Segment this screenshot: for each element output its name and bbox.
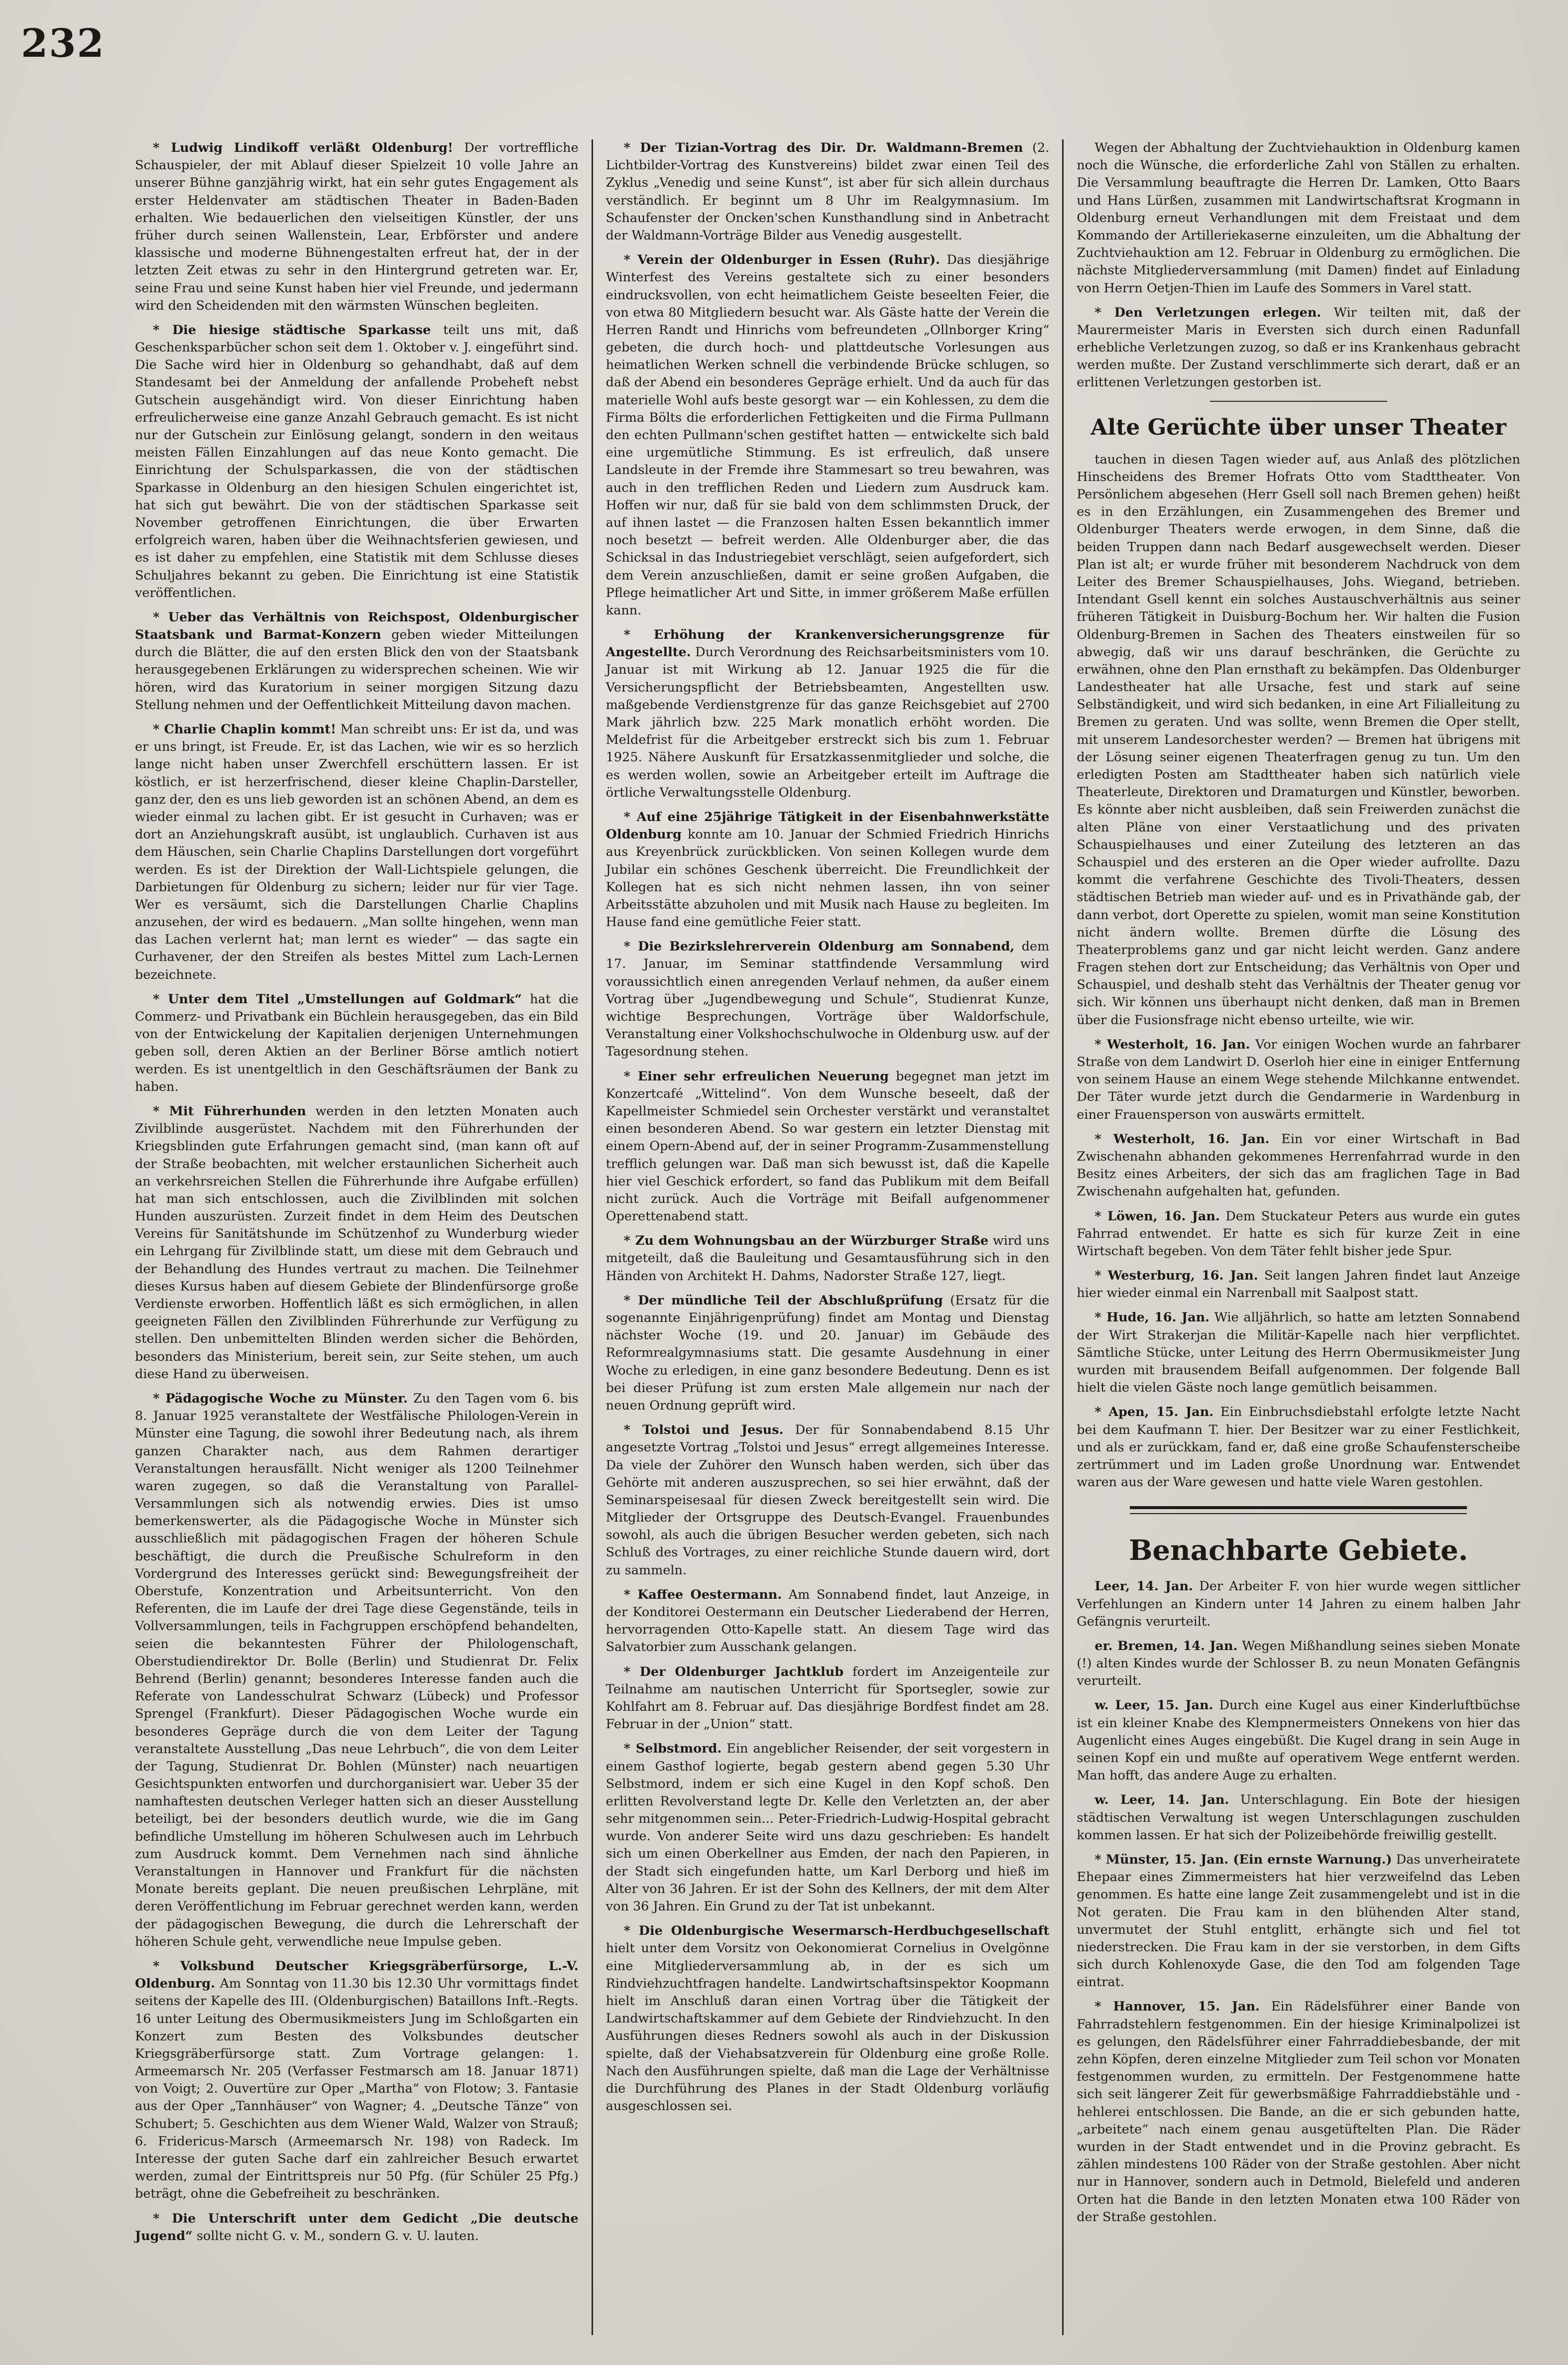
article-text: Vor einigen Wochen wurde an fahrbarer Straße von dem Landwirt D. Oserloh hier eine in einiger Entfernung von seinem Hause an einem Wege stehende Milchkanne entwendet. Der Täter wurde jetzt durch die Gendarmerie in Wardenburg in einer Frauensperson von auswärts ermittelt.: [1077, 1037, 1521, 1122]
columns: [122, 139, 1533, 2335]
article: [606, 139, 1050, 244]
article-text: wird uns mitgeteilt, daß die Bauleitung und Gesamtausführung sich in den Händen von Architekt H. Dahms, Nadorster Straße 127, liegt.: [605, 1233, 1050, 1284]
article-lead: * Selbstmord.: [623, 1741, 722, 1757]
article: [135, 139, 579, 315]
article-text: werden in den letzten Monaten auch Zivilblinde ausgerüstet. Nachdem mit den Führerhunden der Kriegsblinden gute Erfahrungen gemacht sind, (man kann oft auf der Straße beobachten, mit welcher erstaunlichen Sicherheit auch an verkehrsreichen Stellen die Führerhunde ihre Aufgabe erfüllen) hat man sich entschlossen, auch die Zivilblinden mit solchen Hunden auszurüsten. Zurzeit findet in dem Heim des Deutschen Vereins für Sanitätshunde im Schützenhof zu Wunderburg wieder ein Lehrgang für Zivilblinde statt, um diese mit dem Gebrauch und der Behandlung des Hundes vertraut zu machen. Die Teilnehmer dieses Kursus haben auf diesem Gebiete der Blindenfürsorge große Verdienste erworben. Hoffentlich läßt es sich ermöglichen, in allen geeigneten Fällen den Zivilblinden Führerhunde zur Verfügung zu stellen. Den unbemittelten Blinden werden sicher die Behörden, besonders das Ministerium, bereit sein, zur Seite stehen, um auch diese Hand zu überweisen.: [135, 1103, 579, 1382]
article-lead: * Die hiesige städtische Sparkasse: [153, 322, 431, 338]
article: [1077, 451, 1520, 1029]
article-lead: * Volksbund Deutscher Kriegsgräberfürsorge, L.-V. Oldenburg.: [135, 1958, 579, 1992]
article-lead: * Ueber das Verhältnis von Reichspost, Oldenburgischer Staatsbank und Barmat-Konzern: [135, 609, 579, 643]
article: [1077, 1697, 1520, 1784]
article-text: begegnet man jetzt im Konzertcafé „Wittelind“. Von dem Wunsche beseelt, daß der Kapellmeister Schmiedel sein Orchester verstärkt und veranstaltet einen besonderen Abend. So war gestern ein letzter Dienstag mit einem Opern-Abend auf, der in seiner Programm-Zusammenstellung trefflich gelungen war. Daß man sich bewusst ist, daß die Kapelle hier viel Geschick erfordert, so fand das Publikum mit dem Beifall nicht zurück. Auch die Vorträge mit Beifall aufgenommener Operettenabend statt.: [605, 1068, 1050, 1224]
article-text: fordert im Anzeigenteile zur Teilnahme am nautischen Unterricht für Sportsegler, sowie zur Kohlfahrt am 8. Februar auf. Das diesjährige Bordfest findet am 28. Februar in der „Union“ statt.: [605, 1664, 1050, 1732]
article-text: sollte nicht G. v. M., sondern G. v. U. lauten.: [196, 2228, 479, 2244]
article-text: (2. Lichtbilder-Vortrag des Kunstvereins) bildet zwar einen Teil des Zyklus „Venedig und seine Kunst“, ist aber für sich allein durchaus verständlich. Er beginnt um 8 Uhr im Realgymnasium. Im Schaufenster der Oncken'schen Kunsthandlung sind in Anbetracht der Waldmann-Vorträge Bilder aus Venedig ausgestellt.: [605, 140, 1050, 243]
article-lead: * Die Bezirkslehrerverein Oldenburg am Sonnabend,: [623, 939, 1015, 954]
article: [135, 991, 579, 1096]
article: [1077, 1851, 1520, 1992]
section-rule: [1130, 1506, 1467, 1509]
article: [606, 1292, 1050, 1415]
article-lead: w. Leer, 15. Jan.: [1094, 1698, 1213, 1713]
article: [606, 1663, 1050, 1734]
article: [135, 721, 579, 984]
article-lead: * Die Oldenburgische Wesermarsch-Herdbuchgesellschaft: [623, 1923, 1050, 1939]
article-text: Ein angeblicher Reisender, der seit vorgestern in einem Gasthof logierte, begab gestern abend gegen 5.30 Uhr Selbstmord, indem er sich eine Kugel in den Kopf schoß. Den erlitten Revolverstand legte Dr. Kelle den Verletzten an, der aber sehr mitgenommen sein... Peter-Friedrich-Ludwig-Hospital gebracht wurde. Von anderer Seite wird uns dazu geschrieben: Es handelt sich um einen Oberkellner aus Emden, der nach den Papieren, in der Stadt sich eingefunden hatte, um Karl Derborg und hieß im Alter von 36 Jahren. Er ist der Sohn des Kellners, der mit dem Alter von 36 Jahren. Ein Grund zu der Tat ist unbekannt.: [605, 1741, 1050, 1914]
article-text: Das diesjährige Winterfest des Vereins gestaltete sich zu einer besonders eindrucksvollen, von echt heimatlichem Geiste beseelten Feier, die von etwa 80 Mitgliedern besucht war. Als Gäste hatte der Verein die Herren Randt und Hinrichs vom befreundeten „Ollnborger Kring“ gebeten, die durch hoch- und plattdeutsche Vorlesungen aus heimatlichen Werken schnell die verbindende Brücke schlugen, so daß der Abend ein besonderes Gepräge erhielt. Und da auch für das materielle Wohl aufs beste gesorgt war — ein Kohlessen, zu dem die Firma Bölts die erforderlichen Fettigkeiten und die Firma Pullmann den echten Pullmann'schen gestiftet hatten — entwickelte sich bald eine urgemütliche Stimmung. Es ist erfreulich, daß unsere Landsleute in der Fremde ihre Stammesart so treu bewahren, was auch in den trefflichen Reden und Liedern zum Ausdruck kam. Hoffen wir nur, daß für sie bald von dem schlimmsten Druck, der auf ihnen lastet — die Franzosen halten Essen bekanntlich immer noch besetzt — befreit werden. Alle Oldenburger aber, die das Schicksal in das Industriegebiet verschlägt, seien aufgefordert, sich dem Verein anzuschließen, damit er seine großen Aufgaben, die Pflege heimatlicher Art und Sitte, in immer größerem Maße erfüllen kann.: [605, 252, 1050, 618]
section-heading: Alte Gerüchte über unser Theater: [1090, 414, 1507, 440]
column-1: [122, 139, 592, 2335]
article-lead: * Hude, 16. Jan.: [1094, 1310, 1210, 1325]
article-text: Der Arbeiter F. von hier wurde wegen sittlicher Verfehlungen an Kindern unter 14 Jahren zu einem halben Jahr Gefängnis verurteilt.: [1077, 1579, 1521, 1629]
article: [606, 1740, 1050, 1915]
article-text: geben wieder Mitteilungen durch die Blätter, die auf den ersten Blick den von der Staatsbank herausgegebenen Erklärungen zu widersprechen scheinen. Wie wir hören, wird das Kuratorium in seiner morgigen Sitzung dazu Stellung nehmen und der Oeffentlichkeit Mitteilung davon machen.: [135, 627, 579, 712]
article-lead: * Apen, 15. Jan.: [1094, 1405, 1214, 1420]
article-text: Man schreibt uns: Er ist da, und was er uns bringt, ist Freude. Er, ist das Lachen, wie wir es so herzlich lange nicht haben unser Zwerchfell erschüttern lassen. Er ist köstlich, er ist herzerfrischend, dieser kleine Chaplin-Darsteller, ganz der, den es uns lieb geworden ist an schönen Abend, an dem es wieder einmal zu lachen gibt. Er ist gesucht in Curhaven; was er dort an Anziehungskraft ausübt, ist unglaublich. Curhaven ist aus dem Häuschen, sein Charlie Chaplins Darstellungen dort vorgeführt werden. Es ist der Direktion der Wall-Lichtspiele gelungen, die Darbietungen für Oldenburg zu sichern; leider nur für vier Tage. Wer es versäumt, sich die Darstellungen Charlie Chaplins anzusehen, der wird es bedauern. „Man sollte hingehen, wenn man das Lachen verlernt hat; man lernt es wieder“ — das sagte ein Curhavener, der den Streifen als bestes Mittel zum Lach-Lernen bezeichnete.: [135, 722, 579, 982]
article: [606, 1922, 1050, 2115]
article: [606, 1232, 1050, 1285]
article-text: Ein Einbruchsdiebstahl erfolgte letzte Nacht bei dem Kaufmann T. hier. Der Besitzer war zu einer Festlichkeit, und als er zurückkam, fand er, daß eine große Schaufensterscheibe zertrümmert und im Laden große Unordnung war. Entwendet waren aus der Ware gewesen und hatte viele Waren gestohlen.: [1077, 1405, 1521, 1490]
article-lead: * Ludwig Lindikoff verläßt Oldenburg!: [153, 140, 454, 155]
page-number: 232: [21, 21, 105, 66]
article-text: Der für Sonnabendabend 8.15 Uhr angesetzte Vortrag „Tolstoi und Jesus“ erregt allgemeines Interesse. Da viele der Zuhörer den Wunsch haben werden, sich über das Gehörte mit anderen auszusprechen, so sei hier erwähnt, daß der Seminarspeisesaal für diesen Zweck bereitgestellt sein wird. Die Mitglieder der Ortsgruppe des Deutsch-Evangel. Frauenbundes sowohl, als auch die übrigen Besucher werden gebeten, sich nach Schluß des Vortrages, zu einer reichliche Stunde dauern wird, dort zu sammeln.: [605, 1422, 1050, 1578]
article: [606, 809, 1050, 931]
article-lead: * Die Unterschrift unter dem Gedicht „Die deutsche Jugend“: [135, 2211, 579, 2244]
article-lead: Leer, 14. Jan.: [1094, 1579, 1193, 1594]
article-lead: * Pädagogische Woche zu Münster.: [153, 1391, 408, 1406]
article-text: teilt uns mit, daß Geschenksparbücher schon seit dem 1. Oktober v. J. eingeführt sind. Die Sache wird hier in Oldenburg so gehandhabt, daß auf dem Standesamt bei der Anmeldung der anfallende Probeheft nebst Gutschein ausgehändigt wird. Von dieser Einrichtung haben erfreulicherweise eine ganze Anzahl Gebrauch gemacht. Es ist nicht nur der Gutschein zur Einlösung gelangt, sondern in den weitaus meisten Fällen Einzahlungen auf das neue Konto gemacht. Die Einrichtung der Schulsparkassen, die von der städtischen Sparkasse in Oldenburg an den hiesigen Schulen eingerichtet ist, hat sich gut bewährt. Die von der städtischen Sparkasse seit November getroffenen Einrichtungen, die über Erwarten erfolgreich waren, haben über die Weihnachtsferien gewiesen, und es ist daher zu empfehlen, eine Statistik mit dem Schlusse dieses Schuljahres bekannt zu geben. Die Einrichtung ist eine Statistik veröffentlichen.: [135, 322, 579, 600]
article: [606, 1421, 1050, 1579]
article-text: Wegen Mißhandlung seines sieben Monate (!) alten Kindes wurde der Schlosser B. zu neun Monaten Gefängnis verurteilt.: [1077, 1638, 1521, 1689]
article-text: Ein vor einer Wirtschaft in Bad Zwischenahn abhanden gekommenes Herrenfahrrad wurde in den Besitz eines Arbeiters, der sich das am fraglichen Tage in Bad Zwischenahn aufgehalten hat, gefunden.: [1077, 1131, 1521, 1199]
article: [135, 1390, 579, 1951]
article-text: Wegen der Abhaltung der Zuchtviehauktion in Oldenburg kamen noch die Wünsche, die erforderliche Zahl von Ställen zu erhalten. Die Versammlung beauftragte die Herren Dr. Lamken, Otto Baars und Hans Lürßen, zusammen mit Landwirtschaftsrat Krogmann in Oldenburg erneut Verhandlungen mit dem Freistaat und dem Kommando der Artilleriekaserne einzuleiten, um die Abhaltung der Zuchtviehauktion am 12. Februar in Oldenburg zu ermöglichen. Die nächste Mitgliederversammlung (mit Damen) findet auf Einladung von Herrn Oetjen-Thien im Laufe des Sommers in Varel statt.: [1077, 140, 1521, 296]
article: [606, 938, 1050, 1061]
article: [1077, 1267, 1520, 1302]
article-text: hielt unter dem Vorsitz von Oekonomierat Cornelius in Ovelgönne eine Mitgliederversammlung ab, in der es sich um Rindviehzuchtfragen handelte. Landwirtschaftsinspektor Koopmann hielt im Anschluß daran einen Vortrag über die Tätigkeit der Landwirtschaftskammer auf dem Gebiete der Rindviehzucht. In den Ausführungen dieses Redners sowohl als auch in der Diskussion spielte, daß der Viehabsatzverein für Oldenburg eine große Rolle. Nach den Ausführungen spielte, daß man die Lage der Verhältnisse die Durchführung des Planes in der Stadt Oldenburg vorläufig ausgeschlossen sei.: [605, 1941, 1050, 2114]
article: [606, 1068, 1050, 1226]
article-lead: * Der Oldenburger Jachtklub: [623, 1664, 844, 1679]
article: [135, 1103, 579, 1383]
article: [135, 322, 579, 602]
article: [135, 609, 579, 714]
article-text: Durch Verordnung des Reichsarbeitsministers vom 10. Januar ist mit Wirkung ab 12. Januar 1925 die für die Versicherungspflicht der Betriebsbeamten, Angestellten usw. maßgebende Verdienstgrenze für das ganze Reichsgebiet auf 2700 Mark jährlich bzw. 225 Mark monatlich erhöht worden. Die Meldefrist für die Arbeitgeber erstreckt sich bis zum 1. Februar 1925. Nähere Auskunft für Ersatzkassenmitglieder und solche, die es werden wollen, sowie an Arbeitgeber erteilt im Auftrage die örtliche Verwaltungsstelle Oldenburg.: [605, 645, 1050, 800]
article: [1077, 1404, 1520, 1491]
article-lead: * Der Tizian-Vortrag des Dir. Dr. Waldmann-Bremen: [623, 140, 1023, 155]
article: [1077, 1791, 1520, 1844]
article-lead: * Zu dem Wohnungsbau an der Würzburger Straße: [623, 1233, 988, 1249]
article-lead: * Westerholt, 16. Jan.: [1094, 1037, 1250, 1052]
article: [1077, 139, 1520, 297]
article-text: Am Sonntag von 11.30 bis 12.30 Uhr vormittags findet seitens der Kapelle des III. (Oldenburgischen) Bataillons Inft.-Regts. 16 unter Leitung des Obermusikmeisters Jung im Schloßgarten ein Konzert zum Besten des Volksbundes deutscher Kriegsgräberfürsorge statt. Zum Vortrage gelangen: 1. Armeemarsch Nr. 205 (Verfasser Festmarsch am 18. Januar 1871) von Voigt; 2. Ouvertüre zur Oper „Martha“ von Flotow; 3. Fantasie aus der Oper „Tannhäuser“ von Wagner; 4. „Deutsche Tänze“ von Schubert; 5. Geschichten aus dem Wiener Wald, Walzer von Strauß; 6. Fridericus-Marsch (Armeemarsch Nr. 198) von Radeck. Im Interesse der guten Sache darf ein zahlreicher Besuch erwartet werden, zumal der Eintrittspreis nur 50 Pfg. (für Schüler 25 Pfg.) beträgt, ohne die Gebefreiheit zu beschränken.: [135, 1976, 579, 2202]
article-lead: * Mit Führerhunden: [153, 1103, 306, 1119]
article: [606, 1586, 1050, 1656]
article-lead: * Verein der Oldenburger in Essen (Ruhr).: [623, 252, 940, 268]
article-text: Der vortreffliche Schauspieler, der mit Ablauf dieser Spielzeit 10 volle Jahre an unserer Bühne ganzjährig wirkt, hat ein sehr gutes Engagement als erster Heldenvater am städtischen Theater in Baden-Baden erhalten. Wie bedauerlichen den vielseitigen Künstler, der uns früher durch seinen Wallenstein, Lear, Erbförster und andere klassische und moderne Bühnengestalten erfreut hat, der in der letzten Zeit etwas zu sehr in den Hintergrund getreten war. Er, seine Frau und seine Kunst haben hier viel Freunde, und jedermann wird den Scheidenden mit den wärmsten Wünschen begleiten.: [135, 140, 579, 313]
article-lead: * Hannover, 15. Jan.: [1094, 1999, 1260, 2014]
article: [1077, 1036, 1520, 1124]
article-lead: * Kaffee Oestermann.: [623, 1587, 782, 1602]
column-2: [592, 139, 1063, 2335]
article: [135, 1958, 579, 2203]
article-text: Wie alljährlich, so hatte am letzten Sonnabend der Wirt Strakerjan die Militär-Kapelle nach hier verpflichtet. Sämtliche Stücke, unter Leitung des Herrn Obermusikmeister Jung wurden mit brausendem Beifall aufgenommen. Der folgende Ball hielt die vielen Gäste noch lange gemütlich beisammen.: [1077, 1310, 1521, 1396]
article-text: Wir teilten mit, daß der Maurermeister Maris in Eversten sich durch einen Radunfall erhebliche Verletzungen zuzog, so daß er ins Krankenhaus gebracht werden mußte. Der Zustand verschlimmerte sich derart, daß er an erlittenen Verletzungen gestorben ist.: [1077, 305, 1521, 390]
article-text: Zu den Tagen vom 6. bis 8. Januar 1925 veranstaltete der Westfälische Philologen-Verein in Münster eine Tagung, die sowohl ihrer Bedeutung nach, als ihrem ganzen Charakter nach, aus dem Rahmen derartiger Veranstaltungen herausfällt. Nicht weniger als 1200 Teilnehmer waren zugegen, so daß die Veranstaltung von Parallel-Versammlungen sich als notwendig erwies. Dies ist umso bemerkenswerter, als die Pädagogische Woche in Münster sich ausschließlich mit pädagogischen Fragen der höheren Schule beschäftigt, die durch die Preußische Schulreform in den Vordergrund des Interesses gerückt sind: Bewegungsfreiheit der Oberstufe, Konzentration und Arbeitsunterricht. Von den Referenten, die im Laufe der drei Tage diese Gegenstände, teils in Vollversammlungen, teils in Fachgruppen erschöpfend behandelten, seien die bekanntesten Führer der Philologenschaft, Oberstudiendirektor Dr. Bolle (Berlin) und Studienrat Dr. Felix Behrend (Berlin) genannt; besonderes Interesse fanden auch die Referate von Landesschulrat Schwarz (Lübeck) und Professor Sprengel (Frankfurt). Dieser Pädagogischen Woche wurde ein besonderes Gepräge durch die von dem Leiter der Tagung veranstaltete Ausstellung „Das neue Lehrbuch“, die von dem Leiter der Tagung, Studienrat Dr. Bohlen (Münster) nach neuartigen Gesichtspunkten entworfen und durchorganisiert war. Ueber 35 der namhaftesten deutschen Verleger hatten sich an dieser Ausstellung beteiligt, bei der besonders deutlich wurde, wie die im Gang befindliche Umstellung im höheren Schulwesen auch im Lehrbuch zum Ausdruck kommt. Dem Vernehmen nach sind ähnliche Veranstaltungen in Hannover und Frankfurt für die nächsten Monate bereits geplant. Die neuen preußischen Lehrpläne, mit deren Veröffentlichung im Februar gerechnet werden kann, werden der pädagogischen Bewegung, die durch die Lehrerschaft der höheren Schule geht, verwendliche neue Impulse geben.: [135, 1391, 579, 1949]
article: [606, 626, 1050, 802]
article-text: Dem Stuckateur Peters aus wurde ein gutes Fahrrad entwendet. Er hatte es sich für kurze Zeit in eine Wirtschaft begeben. Von dem Täter fehlt bisher jede Spur.: [1077, 1208, 1521, 1259]
article-text: Am Sonnabend findet, laut Anzeige, in der Konditorei Oestermann ein Deutscher Liederabend der Herren, hervorragenden Otto-Kapelle statt. An diesem Tage wird das Salvatorbier zum Ausschank gelangen.: [605, 1587, 1050, 1655]
article-lead: w. Leer, 14. Jan.: [1094, 1792, 1229, 1808]
section-rule: [1130, 1513, 1467, 1514]
article-text: dem 17. Januar, im Seminar stattfindende Versammlung wird voraussichtlich einen anregenden Verlauf nehmen, da außer einem Vortrag über „Jugendbewegung und Schule“, Studienrat Kunze, wichtige Besprechungen, Vorträge über Waldorfschule, Veranstaltung einer Volkshochschulwoche in Oldenburg usw. auf der Tagesordnung stehen.: [605, 939, 1050, 1060]
article-lead: * Erhöhung der Krankenversicherungsgrenze für Angestellte.: [605, 627, 1050, 660]
article-lead: * Münster, 15. Jan. (Ein ernste Warnung.): [1094, 1852, 1392, 1867]
article-text: Unterschlagung. Ein Bote der hiesigen städtischen Verwaltung ist wegen Unterschlagungen zuschulden kommen lassen. Er hat sich der Polizeibehörde freiwillig gestellt.: [1077, 1792, 1521, 1843]
article-text: hat die Commerz- und Privatbank ein Büchlein herausgegeben, das ein Bild von der Entwickelung der Kapitalien derjenigen Unternehmungen geben soll, deren Aktien an der Berliner Börse amtlich notiert werden. Es ist unentgeltlich in den Geschäftsräumen der Bank zu haben.: [135, 991, 579, 1094]
article-lead: * Den Verletzungen erlegen.: [1094, 305, 1322, 320]
article-lead: * Auf eine 25jährige Tätigkeit in der Eisenbahnwerkstätte Oldenburg: [605, 809, 1050, 842]
article-lead: * Westerburg, 16. Jan.: [1094, 1268, 1258, 1284]
article-lead: * Der mündliche Teil der Abschlußprüfung: [623, 1293, 943, 1308]
article: [135, 2210, 579, 2245]
article-lead: * Charlie Chaplin kommt!: [153, 722, 337, 737]
divider: [1210, 401, 1387, 402]
column-3: [1062, 139, 1533, 2335]
article: [1077, 1578, 1520, 1631]
article-text: Seit langen Jahren findet laut Anzeige hier wieder einmal ein Narrenball mit Saalpost statt.: [1077, 1268, 1521, 1301]
article: [1077, 1208, 1520, 1261]
article: [1077, 1131, 1520, 1201]
article-text: Das unverheiratete Ehepaar eines Zimmermeisters hat hier verzweifelnd das Leben genommen. Es hatte eine lange Zeit zusammengelebt und ist in die Not geraten. Die Frau kam in den blühenden Alter stand, unvermutet der Stuhl entglitt, erhängte sich und fiel tot niederstrecken. Die Frau kam in der sie verstorben, in dem Gifts sich durch Kohlenoxyde Gase, die den Tod am folgenden Tage eintrat.: [1077, 1852, 1521, 1990]
article-lead: er. Bremen, 14. Jan.: [1094, 1638, 1238, 1654]
article: [1077, 1638, 1520, 1690]
article-text: (Ersatz für die sogenannte Einjährigenprüfung) findet am Montag und Dienstag nächster Woche (19. und 20. Januar) im Gebäude des Reformrealgymnasiums statt. Die gesamte Ausdehnung in einer Woche zu erledigen, in eine ganz besondere Bedeutung. Denn es ist bei dieser Prüfung ist zum ersten Male allgemein nur nach der neuen Ordnung geprüft wird.: [605, 1293, 1050, 1413]
article-text: tauchen in diesen Tagen wieder auf, aus Anlaß des plötzlichen Hinscheidens des Bremer Hofrats Otto vom Stadttheater. Von Persönlichem abgesehen (Herr Gsell soll nach Bremen gehen) heißt es in den Erzählungen, ein Zusammengehen des Bremer und Oldenburger Theaters werde erwogen, in dem Sinne, daß die beiden Truppen dann nach Bedarf ausgewechselt werden. Dieser Plan ist alt; er wurde früher mit besonderem Nachdruck von dem Leiter des Bremer Schauspielhauses, Johs. Wiegand, betrieben. Intendant Gsell kennt ein solches Austauschverhältnis aus seiner früheren Tätigkeit in Duisburg-Bochum her. Wir halten die Fusion Oldenburg-Bremen in Sachen des Theaters einstweilen für so abwegig, daß wir uns darauf beschränken, die Gerüchte zu erwähnen, ohne den Plan ernsthaft zu bekämpfen. Das Oldenburger Landestheater hat alle Ursache, fest und stark auf seine Selbständigkeit, und wird sich bedanken, in eine Art Filialleitung zu Bremen zu geraten. Und was sollte, wenn Bremen die Oper stellt, mit unserem Landesorchester werden? — Bremen hat übrigens mit der Lösung seiner eigenen Theaterfragen genug zu tun. Um den erledigten Posten am Stadttheater haben sich natürlich viele Theaterleute, Direktoren und Dramaturgen und Künstler, beworben. Es könnte aber nicht ausbleiben, daß sein Freiwerden zunächst die alten Pläne von einer Verstaatlichung und des privaten Schauspielhauses und einer Zuteilung des letzteren an das Schauspiel und des ersteren an die Oper wieder aufrollte. Dazu kommt die verfahrene Geschichte des Tivoli-Theaters, dessen städtischen Betrieb man wieder auf- und es in Privathände gab, der dann verbot, dort Operette zu spielen, womit man seine Konstitution nicht ändern wollte. Bremen dürfte die Lösung des Theaterproblems ganz und gar nicht leicht werden. Ganz andere Fragen stehen dort zur Entscheidung; das Verhältnis von Oper und Schauspiel, und deshalb steht das Verhältnis der Theater genug vor sich. Wir können uns überhaupt nicht denken, daß man in Bremen über die Fusionsfrage nicht ebenso urteilte, wie wir.: [1077, 452, 1521, 1028]
article-lead: * Einer sehr erfreulichen Neuerung: [623, 1068, 889, 1084]
article: [1077, 304, 1520, 392]
article: [1077, 1309, 1520, 1397]
section-heading-large: Benachbarte Gebiete.: [1129, 1534, 1468, 1567]
article-lead: * Tolstoi und Jesus.: [623, 1422, 784, 1438]
article-text: Durch eine Kugel aus einer Kinderluftbüchse ist ein kleiner Knabe des Klempnermeisters Onnekens von hier das Augenlicht eines Auges eingebüßt. Die Kugel drang in sein Auge in seinen Kopf ein und mußte auf operativem Wege entfernt werden. Man hofft, das andere Auge zu erhalten.: [1077, 1698, 1521, 1783]
article-lead: * Westerholt, 16. Jan.: [1094, 1131, 1270, 1147]
article-text: konnte am 10. Januar der Schmied Friedrich Hinrichs aus Kreyenbrück zurückblicken. Von seinen Kollegen wurde dem Jubilar ein schönes Geschenk überreicht. Die Freundlichkeit der Kollegen hat es sich nicht nehmen lassen, ihn von seiner Arbeitsstätte abzuholen und mit Musik nach Hause zu begleiten. Im Hause fand eine gemütliche Feier statt.: [605, 827, 1050, 930]
article: [1077, 1998, 1520, 2226]
article-lead: * Löwen, 16. Jan.: [1094, 1208, 1220, 1224]
article-text: Ein Rädelsführer einer Bande von Fahrradstehlern festgenommen. Ein der hiesige Kriminalpolizei ist es gelungen, den Rädelsführer einer Fahrraddiebesbande, der mit zehn Köpfen, deren einzelne Mitglieder zum Teil schon vor Monaten festgenommen wurden, zu ermitteln. Der Festgenommene hatte sich seit längerer Zeit für gewerbsmäßige Fahrraddiebstähle und -hehlerei entschlossen. Die Bande, an die er sich gebunden hatte, „arbeitete“ nach einem genau ausgetüftelten Plan. Die Räder wurden in der Stadt entwendet und in die Provinz gebracht. Es zählen mindestens 100 Räder von der Straße gestohlen. Aber nicht nur in Hannover, sondern auch in Detmold, Bielefeld und anderen Orten hat die Bande in den letzten Monaten etwa 100 Räder von der Straße gestohlen.: [1077, 1999, 1521, 2225]
article: [606, 251, 1050, 619]
article-lead: * Unter dem Titel „Umstellungen auf Goldmark“: [153, 991, 522, 1007]
